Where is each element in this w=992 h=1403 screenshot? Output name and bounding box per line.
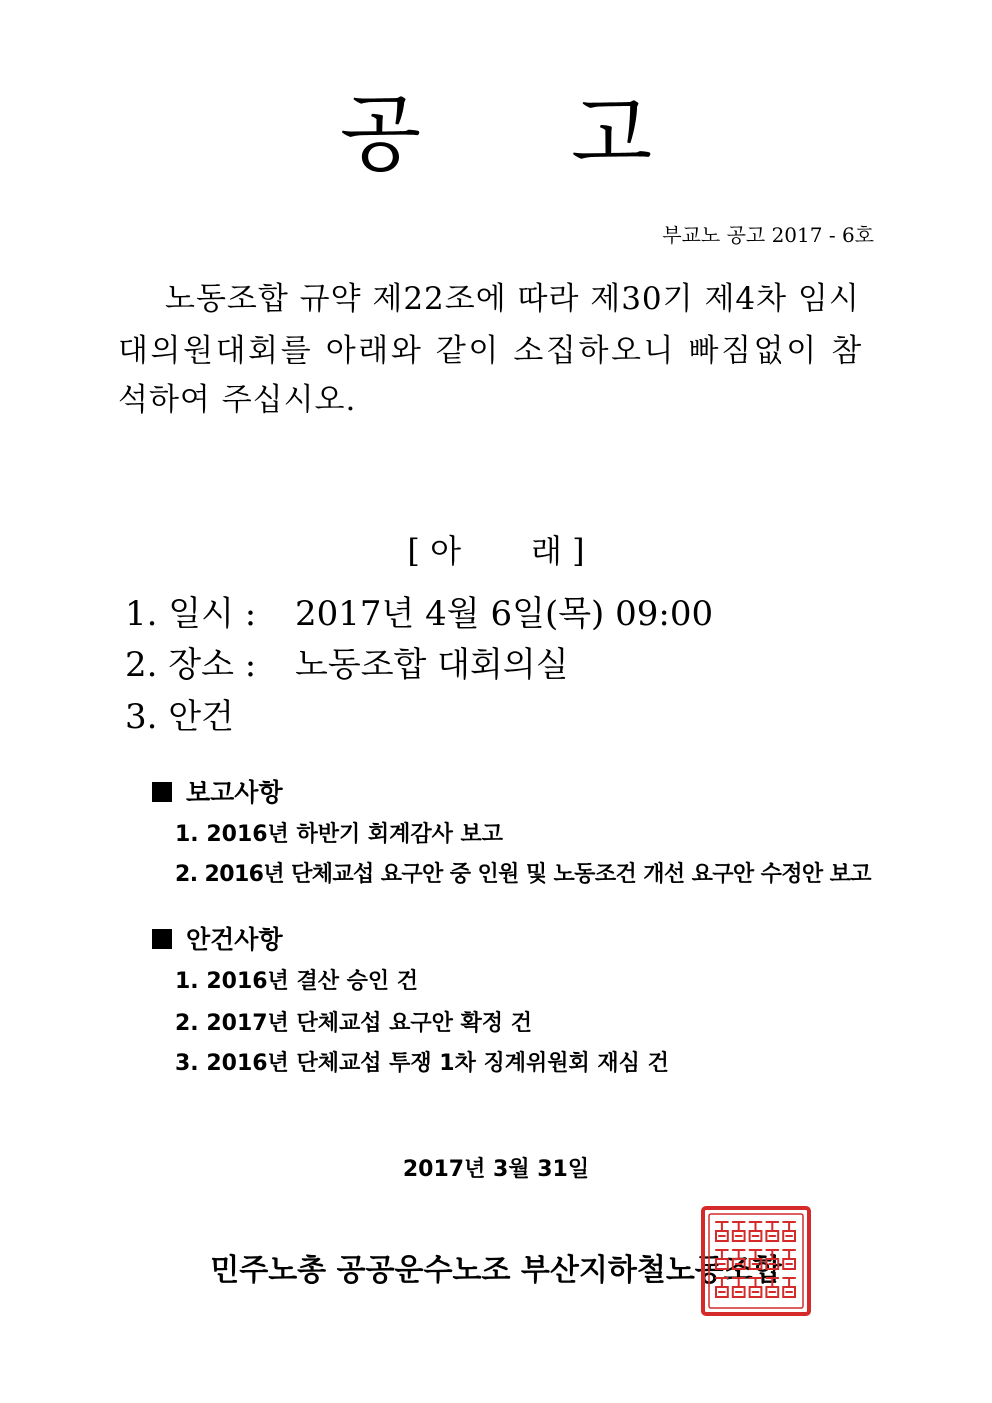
agenda-item-2: 2. 2017년 단체교섭 요구안 확정 건 xyxy=(175,1011,532,1036)
seal-glyph-stroke xyxy=(766,1250,778,1269)
notice-number: 부교노 공고 2017 - 6호 xyxy=(662,223,874,247)
section-title-open: [ 아 xyxy=(407,532,461,570)
seal-glyph-stroke xyxy=(750,1250,762,1269)
notice-title xyxy=(0,85,992,183)
seal-glyph-stroke xyxy=(716,1278,728,1297)
body-line-1: 노동조합 규약 제22조에 따라 제30기 제4차 임시 xyxy=(165,281,860,317)
seal-glyph-stroke xyxy=(766,1222,778,1241)
item-datetime xyxy=(125,594,714,634)
seal-glyph-stroke xyxy=(783,1222,795,1241)
item-location xyxy=(125,645,569,685)
seal-glyph-stroke xyxy=(750,1278,762,1297)
seal-glyph-stroke xyxy=(733,1222,745,1241)
seal-glyph-stroke xyxy=(750,1222,762,1241)
item-label: 1. 일시 : xyxy=(125,594,257,634)
body-line-3: 석하여 주십시오. xyxy=(118,382,357,418)
section-title xyxy=(0,526,992,572)
section-title-close: 래 ] xyxy=(531,532,585,570)
item-agenda xyxy=(125,697,234,737)
item-label: 3. 안건 xyxy=(125,697,234,737)
report-item-1: 1. 2016년 하반기 회계감사 보고 xyxy=(175,822,504,847)
black-square-icon xyxy=(152,782,172,802)
agenda-item-3: 3. 2016년 단체교섭 투쟁 1차 징계위원회 재심 건 xyxy=(175,1051,669,1076)
seal-glyph-stroke xyxy=(783,1250,795,1269)
seal-glyph-stroke xyxy=(733,1250,745,1269)
report-heading xyxy=(152,773,283,809)
agenda-heading xyxy=(152,920,283,956)
issue-date: 2017년 3월 31일 xyxy=(402,1157,590,1182)
seal-glyph-stroke xyxy=(733,1278,745,1297)
title-char-2: 고 xyxy=(571,85,653,183)
seal-glyph-stroke xyxy=(716,1250,728,1269)
seal-glyph-stroke xyxy=(766,1278,778,1297)
organization-name: 민주노총 공공운수노조 부산지하철노동조합 xyxy=(210,1253,782,1288)
black-square-icon xyxy=(152,929,172,949)
seal-glyph-stroke xyxy=(783,1278,795,1297)
report-heading-text: 보고사항 xyxy=(186,778,283,807)
item-value: 2017년 4월 6일(목) 09:00 xyxy=(295,594,714,634)
official-seal-icon xyxy=(700,1205,812,1317)
item-label: 2. 장소 : xyxy=(125,645,257,685)
agenda-heading-text: 안건사항 xyxy=(186,925,283,954)
report-item-2: 2. 2016년 단체교섭 요구안 중 인원 및 노동조건 개선 요구안 수정안 보고 xyxy=(175,862,871,887)
item-value: 노동조합 대회의실 xyxy=(295,645,569,685)
agenda-item-1: 1. 2016년 결산 승인 건 xyxy=(175,969,419,994)
body-line-2: 대의원대회를 아래와 같이 소집하오니 빠짐없이 참 xyxy=(118,333,864,369)
seal-glyph-stroke xyxy=(716,1222,728,1241)
title-char-1: 공 xyxy=(339,85,421,183)
